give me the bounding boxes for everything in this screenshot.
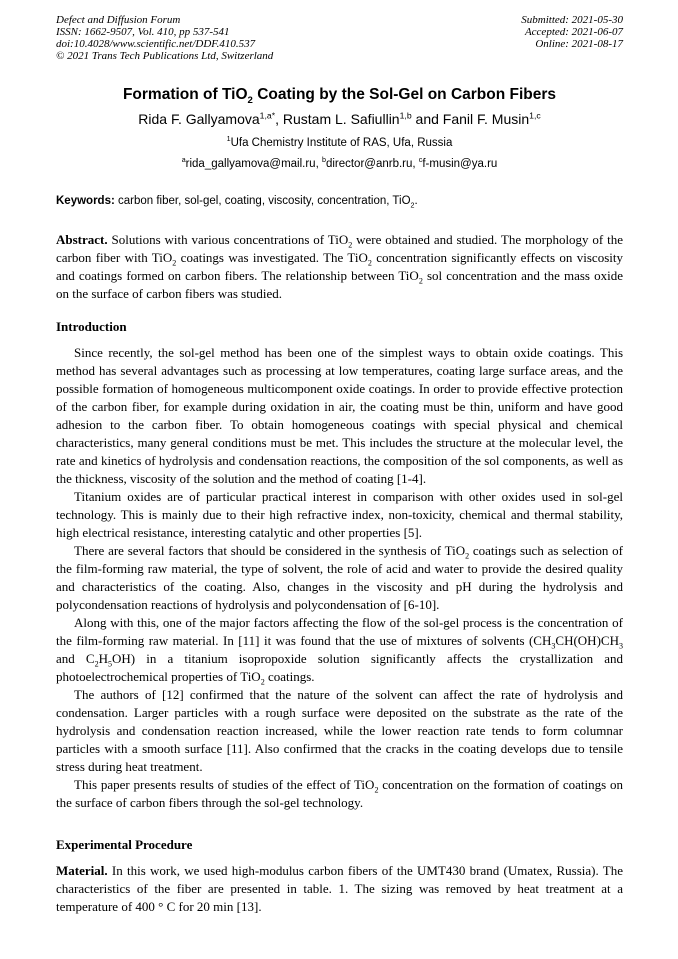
intro-paragraph-2: Titanium oxides are of particular practical interest in comparison with other oxides used in sol-gel technology. This is mainly due to their high refractive index, non-toxicity, chemical and thermal stability, high electrical resistance, interesting catalytic and other properties [5]. — [56, 489, 623, 540]
intro-paragraph-5: The authors of [12] confirmed that the nature of the solvent can affect the rate of hydrolysis and condensation. Larger particles with a rough surface were deposited on the substrate as the rate of the hydrolysis and condensation reaction increased, while the lower reaction rate tends to form columnar particles with a smooth surface [11]. Also confirmed that the cracks in the coating develops due to tensile stress during heat treatment. — [56, 687, 623, 774]
journal-info-block — [56, 14, 273, 62]
submission-dates-block — [521, 14, 623, 62]
journal-issn-volume: ISSN: 1662-9507, Vol. 410, pp 537-541 — [56, 26, 230, 38]
journal-copyright: © 2021 Trans Tech Publications Ltd, Switzerland — [56, 50, 274, 62]
abstract-paragraph — [56, 231, 623, 303]
material-label: Material. — [56, 863, 108, 878]
intro-paragraph-6: This paper presents results of studies of the effect of TiO$_2$ concentration on the formation of coatings on the surface of carbon fibers through the sol-gel technology. — [56, 777, 623, 810]
online-date: Online: 2021-08-17 — [535, 38, 623, 50]
intro-paragraph-4: Along with this, one of the major factors affecting the flow of the sol-gel process is the concentration of the film-forming raw material. In [11] it was found that the use of mixtures of solvents ($CH_3CH(OH)CH_3$ and $C_2H_5OH$) in a titanium isopropoxide solution significantly affects the crystallization and photoelectrochemical properties of TiO$_2$ coatings. — [56, 615, 623, 687]
section-heading-introduction: Introduction — [56, 319, 127, 334]
abstract-label: Abstract. — [56, 232, 108, 247]
journal-name: Defect and Diffusion Forum — [56, 14, 181, 26]
material-text: In this work, we used high-modulus carbon fibers of the UMT430 brand (Umatex, Russia). The characteristics of the fiber are presented in table. 1. The sizing was removed by heat treatment at a temperature of 400 ° C for 20 min [13]. — [56, 863, 623, 914]
intro-paragraph-3: There are several factors that should be considered in the synthesis of TiO$_2$ coatings such as selection of the film-forming raw material, the type of solvent, the role of acid and water to provide the desired quality and characteristics of the coating. Also, changes in the viscosity and pH during the hydrolysis and polycondensation reactions of hydrolysis and polycondensation of [6-10]. — [56, 543, 623, 612]
abstract-text: Solutions with various concentrations of TiO$_2$ were obtained and studied. The morphology of the carbon fiber with TiO$_2$ coatings was investigated. The TiO$_2$ concentration significantly effects on viscosity and coatings formed on carbon fibers. The relationship between TiO$_2$ sol concentration and the mass oxide on the surface of carbon fibers was studied. — [56, 232, 623, 301]
author-emails-line: $^a$rida_gallyamova@mail.ru, $^b$director@anrb.ru, $^c$f-musin@ya.ru — [181, 156, 498, 170]
journal-doi: doi:10.4028/www.scientific.net/DDF.410.537 — [56, 38, 256, 50]
accepted-date: Accepted: 2021-06-07 — [524, 26, 623, 38]
keywords-label: Keywords: — [56, 195, 115, 207]
authors-line: Rida F. Gallyamova$^{1,a*}$, Rustam L. Safiullin$^{1,b}$ and Fanil F. Musin$^{1,c}$ — [138, 110, 541, 127]
submitted-date: Submitted: 2021-05-30 — [521, 14, 623, 26]
paper-title: Formation of TiO$_2$ Coating by the Sol-Gel on Carbon Fibers — [122, 86, 557, 107]
keywords-line — [56, 194, 623, 208]
journal-header — [56, 14, 623, 62]
affiliation-line: $^1$Ufa Chemistry Institute of RAS, Ufa, Russia — [226, 135, 453, 149]
keywords-text: carbon fiber, sol-gel, coating, viscosity, concentration, TiO$_2$. — [114, 195, 418, 210]
material-paragraph — [56, 862, 623, 916]
intro-paragraph-1: Since recently, the sol-gel method has been one of the simplest ways to obtain oxide coatings. This method has several advantages such as processing at low temperatures, coating large surface areas, and the possible formation of homogeneous multicomponent oxide coatings. In order to provide effective protection of the carbon fiber, for example during oxidation in air, the coating must be thin, uniform and have good adhesion to the carbon fiber. To obtain homogeneous coatings with special physical and chemical characteristics, many general conditions must be met. This includes the structure at the molecular level, the rate and kinetics of hydrolysis and condensation reactions, the composition of the sol components, as well as the thickness, viscosity of the solution and the method of coating [1-4]. — [56, 345, 623, 486]
section-heading-experimental: Experimental Procedure — [56, 837, 193, 852]
